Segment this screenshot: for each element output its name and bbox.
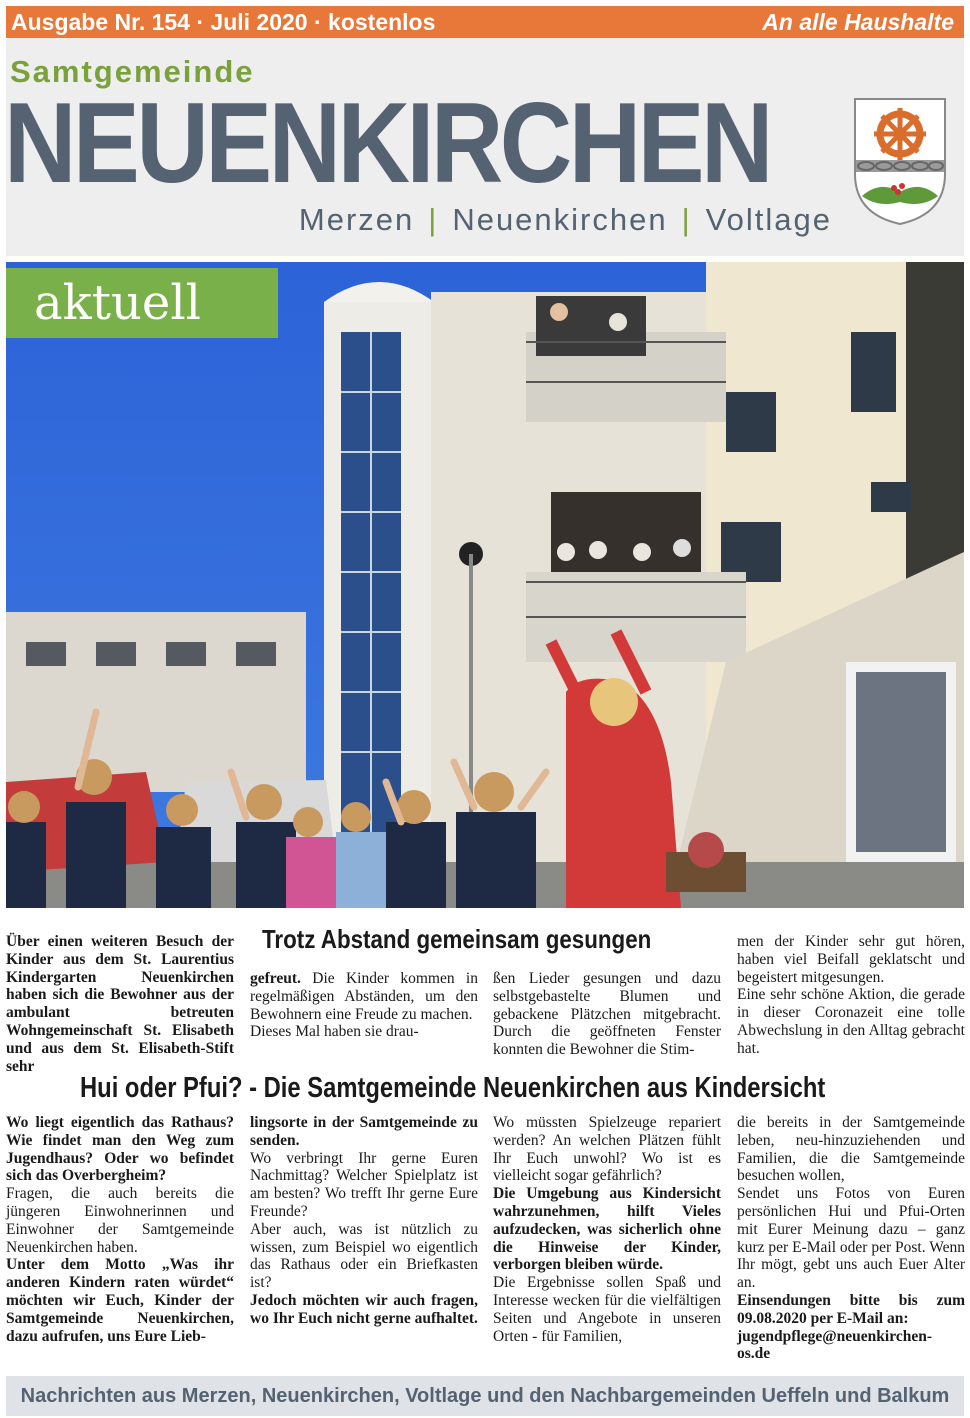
contact-email-link[interactable]: jugendpflege@neuenkirchen-os.de [737,1327,932,1363]
coat-of-arms-icon [852,96,948,226]
article2-column-3: Wo müssten Spielzeuge repariert werden? An welchen Plätzen fühlt Ihr Euch unwohl? Wo ist es vielleicht sogar gefährlich? Die Umgebung aus Kindersicht wahrzunehmen, hilft Vieles aufzudecken, was sicherlich ohne die Hinweise der Kinder, verborgen bleiben würde. Die Ergebnisse sollen Spaß und Interesse wecken für die vielfältigen Seiten und Angebote in unseren Orten - für Familien, [493,1114,721,1345]
section-tag-aktuell: aktuell [6,268,278,338]
issue-info: Ausgabe Nr. 154 · Juli 2020 · kostenlos [11,9,436,35]
place-separator: | [681,202,692,237]
article2-column-2: lingsorte in der Samtgemeinde zu senden. Wo verbringt Ihr gerne Euren Nachmittag? Welcher Spielplatz ist am besten? Wo trefft Ihr gerne Eure Freunde? Aber auch, was ist nützlich zu wissen, zum Beispiel wo eigentlich das Rathaus oder ein Briefkasten ist? Jedoch möchten wir auch fragen, wo Ihr Euch nicht gerne aufhaltet. [250,1114,478,1327]
article2-headline: Hui oder Pfui? - Die Samtgemeinde Neuenkirchen aus Kindersicht [80,1072,826,1104]
audience-note: An alle Haushalte [762,9,954,35]
masthead-places [299,202,832,238]
article1-column-4: men der Kinder sehr gut hören, haben viel Beifall geklatscht und begeistert mitgesungen. Eine sehr schöne Aktion, die gerade in dieser Coronazeit eine tolle Abwechslung in den Alltag gebracht hat. [737,933,965,1057]
masthead-title: NEUENKIRCHEN [4,80,770,207]
issue-bar [6,6,964,38]
place-voltlage: Voltlage [705,202,832,237]
article1-column-3: ßen Lieder gesungen und dazu selbstgebastelte Blumen und gebackene Plätzchen mitgebracht. Durch die geöffneten Fenster konnten die Bewohner die Stim- [493,970,721,1059]
article1-column-2: gefreut. Die Kinder kommen in regelmäßigen Abständen, um den Bewohnern eine Freude zu machen. Dieses Mal haben sie drau- [250,970,478,1041]
article1-column-1 [6,933,234,1075]
article2-column-4: die bereits in der Samtgemeinde leben, neu-hinzuziehenden und Familien, die die Samtgemeinde besuchen wollen, Sendet uns Fotos von Euren persönlichen Hui und Pfui-Orten mit Eurer Meinung dazu – ganz kurz per E-Mail oder per Post. Wenn Ihr mögt, gebt uns auch Euer Alter an. Einsendungen bitte bis zum 09.08.2020 per E-Mail an: jugendpflege@neuenkirchen-os.de [737,1114,965,1363]
cover-photo [6,262,964,908]
masthead [6,38,964,256]
article2-column-1: Wo liegt eigentlich das Rathaus? Wie findet man den Weg zum Jugendhaus? Oder wo befindet sich das Overbergheim? Fragen, die auch bereits die jüngeren Einwohnerinnen und Einwohner der Samtgemeinde Neuenkirchen haben. Unter dem Motto „Was ihr anderen Kindern raten würdet“ möchten wir Euch, Kinder der Samtgemeinde Neuenkirchen, dazu aufrufen, uns Eure Lieb- [6,1114,234,1345]
place-neuenkirchen: Neuenkirchen [452,202,668,237]
article1-lead: Über einen weiteren Besuch der Kinder aus dem St. Laurentius Kindergarten Neuenkirchen haben sich die Bewohner aus der ambulant betreuten Wohngemeinschaft St. Elisabeth und aus dem St. Elisabeth-Stift sehr [6,933,234,1075]
place-merzen: Merzen [298,202,415,237]
article1-headline: Trotz Abstand gemeinsam gesungen [262,924,652,954]
masthead-samtgemeinde: Samtgemeinde [10,54,255,89]
photo-children-waving-to-seniors [6,262,964,908]
place-separator: | [428,202,439,237]
footer-banner: Nachrichten aus Merzen, Neuenkirchen, Voltlage und den Nachbargemeinden Ueffeln und Balkum [6,1376,964,1416]
